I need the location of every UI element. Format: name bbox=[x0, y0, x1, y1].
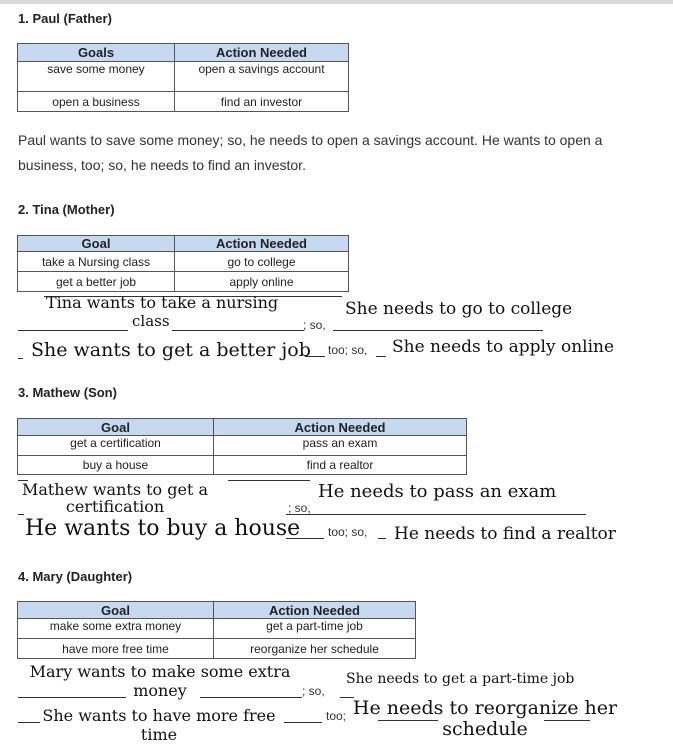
paul-paragraph: Paul wants to save some money; so, he needs to open a savings account. He wants to open a business, too; so, he needs to find an investor. bbox=[18, 132, 603, 173]
handwritten-answer[interactable]: schedule bbox=[442, 718, 528, 740]
handwritten-answer[interactable]: He wants to buy a house bbox=[25, 516, 301, 541]
column-header-action: Action Needed bbox=[214, 419, 467, 436]
column-header-action: Action Needed bbox=[175, 236, 349, 252]
table-cell-goal: get a certification bbox=[18, 436, 214, 456]
answer-blank-line bbox=[284, 722, 322, 723]
handwritten-answer[interactable]: Mathew wants to get a bbox=[21, 480, 209, 499]
mathew-goals-table bbox=[17, 418, 467, 475]
answer-blank-line bbox=[18, 514, 24, 515]
column-header-action: Action Needed bbox=[175, 44, 349, 62]
paul-goals-table bbox=[17, 43, 349, 112]
column-header-goal: Goal bbox=[18, 236, 175, 252]
table-cell-action: find a realtor bbox=[214, 456, 467, 475]
top-border bbox=[0, 0, 673, 4]
handwritten-answer[interactable]: She wants to have more free bbox=[42, 706, 276, 725]
handwritten-answer[interactable]: money bbox=[133, 681, 187, 700]
table-cell-action: open a savings account bbox=[175, 62, 349, 92]
handwritten-answer[interactable]: She needs to get a part-time job bbox=[346, 671, 575, 687]
table-cell-goal: buy a house bbox=[18, 456, 214, 475]
answer-blank-line bbox=[228, 480, 310, 481]
column-header-goal: Goal bbox=[18, 419, 214, 436]
table-cell-action: apply online bbox=[175, 272, 349, 292]
section-heading-tina: 2. Tina (Mother) bbox=[18, 202, 115, 217]
answer-blank-line bbox=[18, 722, 40, 723]
answer-blank-line bbox=[18, 330, 128, 331]
table-cell-action: pass an exam bbox=[214, 436, 467, 456]
tina-goals-table bbox=[17, 235, 349, 292]
connector-text: too; bbox=[326, 709, 347, 723]
answer-blank-line bbox=[200, 697, 302, 698]
connector-text: too; so, bbox=[328, 343, 368, 357]
answer-blank-line bbox=[18, 697, 126, 698]
answer-blank-line bbox=[18, 358, 23, 359]
table-cell-action: get a part-time job bbox=[214, 619, 416, 639]
handwritten-answer[interactable]: He needs to pass an exam bbox=[318, 481, 557, 502]
table-cell-goal: take a Nursing class bbox=[18, 252, 175, 272]
handwritten-answer[interactable]: He needs to reorganize her bbox=[352, 697, 618, 719]
handwritten-answer[interactable]: He needs to find a realtor bbox=[394, 524, 616, 544]
table-cell-action: reorganize her schedule bbox=[214, 639, 416, 659]
section-heading-paul: 1. Paul (Father) bbox=[18, 11, 112, 26]
handwritten-answer[interactable]: Mary wants to make some extra bbox=[29, 662, 291, 681]
answer-blank-line bbox=[286, 538, 324, 539]
connector-text: too; so, bbox=[328, 525, 368, 539]
table-cell-goal: get a better job bbox=[18, 272, 175, 292]
section-heading-mathew: 3. Mathew (Son) bbox=[18, 385, 117, 400]
answer-blank-line bbox=[376, 356, 386, 357]
handwritten-answer[interactable]: certification bbox=[65, 497, 165, 516]
section-heading-mary: 4. Mary (Daughter) bbox=[18, 569, 133, 584]
connector-text: ; so, bbox=[303, 318, 326, 332]
column-header-action: Action Needed bbox=[214, 602, 416, 619]
table-cell-goal: have more free time bbox=[18, 639, 214, 659]
table-cell-goal: open a business bbox=[18, 92, 175, 112]
answer-blank-line bbox=[378, 538, 386, 539]
handwritten-answer[interactable]: She needs to apply online bbox=[392, 337, 615, 357]
handwritten-answer[interactable]: She wants to get a better job bbox=[31, 339, 311, 361]
table-cell-goal: save some money bbox=[18, 62, 175, 92]
handwritten-answer[interactable]: class bbox=[132, 312, 170, 330]
handwritten-answer[interactable]: time bbox=[140, 725, 178, 744]
table-cell-goal: make some extra money bbox=[18, 619, 214, 639]
connector-text: ; so, bbox=[288, 501, 311, 515]
handwritten-answer[interactable]: She needs to go to college bbox=[345, 299, 573, 319]
mary-goals-table bbox=[17, 601, 416, 659]
answer-blank-line bbox=[333, 330, 543, 331]
answer-blank-line bbox=[305, 356, 325, 357]
connector-text: ; so, bbox=[302, 684, 325, 698]
column-header-goal: Goal bbox=[18, 602, 214, 619]
answer-blank-line bbox=[286, 514, 586, 515]
column-header-goal: Goals bbox=[18, 44, 175, 62]
table-cell-action: go to college bbox=[175, 252, 349, 272]
table-cell-action: find an investor bbox=[175, 92, 349, 112]
answer-blank-line bbox=[172, 330, 304, 331]
handwritten-answer[interactable]: Tina wants to take a nursing bbox=[46, 293, 279, 312]
